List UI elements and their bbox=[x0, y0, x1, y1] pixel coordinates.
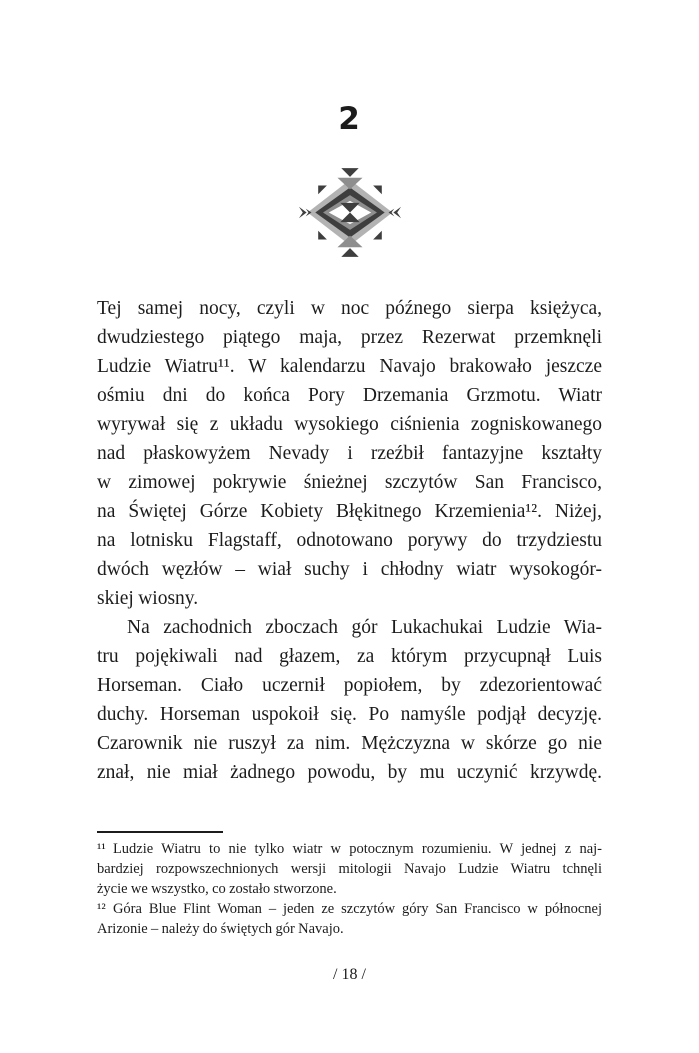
text-line: Tej samej nocy, czyli w noc późnego sierpa księżyca, bbox=[97, 298, 602, 319]
paragraph bbox=[97, 294, 602, 613]
text-line: w zimowej pokrywie śnieżnej szczytów San Francisco, bbox=[97, 472, 602, 493]
footnote-line: życie we wszystko, co zostało stworzone. bbox=[97, 881, 337, 897]
footnote-line: ¹² Góra Blue Flint Woman – jeden ze szczytów góry San Francisco w północnej bbox=[97, 901, 602, 917]
footnote-line: bardziej rozpowszechnionych wersji mitologii Navajo Ludzie Wiatru tchnęli bbox=[97, 861, 602, 877]
navajo-rug-icon bbox=[297, 166, 403, 259]
text-line: Horseman. Ciało uczernił popiołem, by zdezorientować bbox=[97, 675, 602, 696]
text-line: dwudziestego piątego maja, przez Rezerwat przemknęli bbox=[97, 327, 602, 348]
chapter-number: 2 bbox=[338, 101, 361, 137]
text-line: znał, nie miał żadnego powodu, by mu uczynić krzywdę. bbox=[97, 762, 602, 783]
text-line: na lotnisku Flagstaff, odnotowano porywy do trzydziestu bbox=[97, 530, 602, 551]
body-text bbox=[97, 294, 602, 787]
text-line: Na zachodnich zboczach gór Lukachukai Ludzie Wia- bbox=[127, 617, 602, 638]
footnote bbox=[97, 839, 602, 899]
footnote bbox=[97, 899, 602, 939]
text-line: ośmiu dni do końca Pory Drzemania Grzmotu. Wiatr bbox=[97, 385, 602, 406]
footnote-line: Arizonie – należy do świętych gór Navajo. bbox=[97, 921, 344, 937]
text-line: nad płaskowyżem Nevady i rzeźbił fantazyjne kształty bbox=[97, 443, 602, 464]
text-line: skiej wiosny. bbox=[97, 588, 199, 609]
text-line: na Świętej Górze Kobiety Błękitnego Krzemienia¹². Niżej, bbox=[97, 501, 602, 522]
text-line: dwóch węzłów – wiał suchy i chłodny wiatr wysokogór- bbox=[97, 559, 602, 580]
page-number: / 18 / bbox=[333, 966, 366, 983]
footnotes bbox=[97, 839, 602, 939]
text-line: Ludzie Wiatru¹¹. W kalendarzu Navajo brakowało jeszcze bbox=[97, 356, 602, 377]
footnote-line: ¹¹ Ludzie Wiatru to nie tylko wiatr w potocznym rozumieniu. W jednej z naj- bbox=[97, 841, 602, 857]
footnote-separator bbox=[97, 831, 223, 833]
text-line: tru pojękiwali nad głazem, za którym przycupnął Luis bbox=[97, 646, 602, 667]
text-line: wyrywał się z układu wysokiego ciśnienia zogniskowanego bbox=[97, 414, 602, 435]
text-line: duchy. Horseman uspokoił się. Po namyśle podjął decyzję. bbox=[97, 704, 602, 725]
text-line: Czarownik nie ruszył za nim. Mężczyzna w skórze go nie bbox=[97, 733, 602, 754]
paragraph bbox=[97, 613, 602, 787]
chapter-ornament bbox=[0, 166, 699, 264]
